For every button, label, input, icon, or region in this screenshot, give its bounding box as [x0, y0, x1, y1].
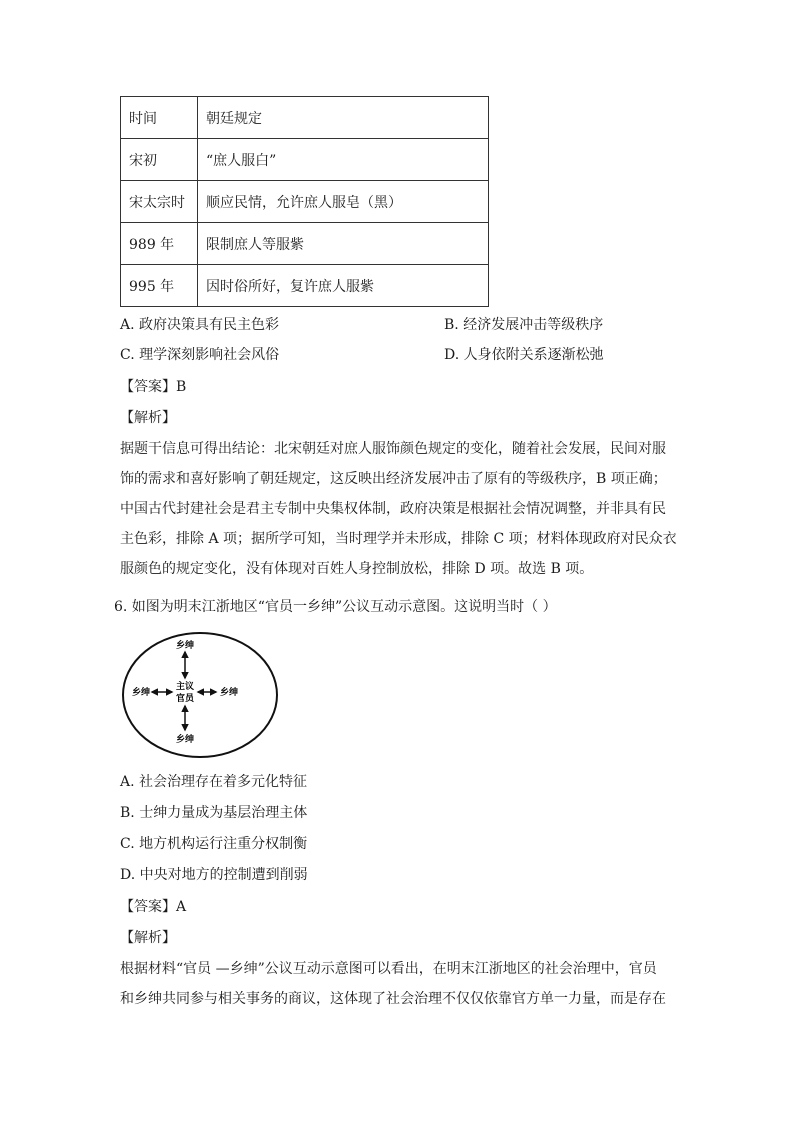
q5-option-c: C. 理学深刻影响社会风俗 — [120, 347, 280, 363]
q6-stem: 6. 如图为明末江浙地区“官员一乡绅”公议互动示意图。这说明当时（ ） — [114, 599, 557, 615]
table-row — [121, 265, 489, 307]
table-cell: 因时俗所好，复许庶人服紫 — [198, 265, 489, 307]
q6-option-a: A. 社会治理存在着多元化特征 — [120, 774, 308, 790]
table-row — [121, 181, 489, 223]
q5-analysis-label: 【解析】 — [120, 410, 176, 426]
analysis-line: 主色彩，排除 A 项；据所学可知，当时理学并未形成，排除 C 项；材料体现政府对民众衣 — [120, 531, 677, 547]
q5-answer: 【答案】B — [120, 379, 187, 395]
label-right: 乡绅 — [220, 688, 239, 698]
q6-option-b: B. 士绅力量成为基层治理主体 — [120, 805, 308, 821]
analysis-line: 根据材料“官员 —乡绅”公议互动示意图可以看出，在明末江浙地区的社会治理中，官员 — [120, 961, 657, 977]
table-row — [121, 139, 489, 181]
analysis-line: 和乡绅共同参与相关事务的商议，这体现了社会治理不仅仅依靠官方单一力量，而是存在 — [120, 991, 666, 1007]
q6-answer: 【答案】A — [120, 899, 187, 915]
q5-option-a: A. 政府决策具有民主色彩 — [120, 317, 280, 333]
q6-option-d: D. 中央对地方的控制遭到削弱 — [120, 867, 308, 883]
table-cell: 限制庶人等服紫 — [198, 223, 489, 265]
table-cell: 宋太宗时 — [121, 181, 198, 223]
analysis-line: 饰的需求和喜好影响了朝廷规定，这反映出经济发展冲击了原有的等级秩序，B 项正确； — [120, 471, 667, 487]
q5-analysis — [120, 440, 680, 590]
table-cell: 宋初 — [121, 139, 198, 181]
label-top: 乡绅 — [176, 641, 195, 651]
table-header-cell: 朝廷规定 — [198, 97, 489, 139]
table-cell: 989 年 — [121, 223, 198, 265]
q6-analysis-label: 【解析】 — [120, 930, 176, 946]
diagram-svg — [120, 630, 280, 760]
label-bottom: 乡绅 — [176, 735, 195, 745]
analysis-line: 据题干信息可得出结论：北宋朝廷对庶人服饰颜色规定的变化，随着社会发展，民间对服 — [120, 441, 666, 457]
q5-option-d: D. 人身依附关系逐渐松弛 — [444, 347, 604, 363]
table-cell: 995 年 — [121, 265, 198, 307]
label-center-top: 主议 — [176, 682, 195, 692]
table-header-row — [121, 97, 489, 139]
regulation-table — [120, 96, 489, 307]
label-center-bottom: 官员 — [176, 694, 195, 704]
q6-analysis — [120, 960, 680, 1020]
analysis-line: 服颜色的规定变化，没有体现对百姓人身控制放松，排除 D 项。故选 B 项。 — [120, 561, 594, 577]
q5-option-b: B. 经济发展冲击等级秩序 — [444, 317, 604, 333]
governance-diagram — [120, 630, 280, 760]
label-left: 乡绅 — [132, 688, 151, 698]
q6-option-c: C. 地方机构运行注重分权制衡 — [120, 836, 308, 852]
analysis-line: 中国古代封建社会是君主专制中央集权体制，政府决策是根据社会情况调整，并非具有民 — [120, 501, 666, 517]
table-row — [121, 223, 489, 265]
table-header-cell: 时间 — [121, 97, 198, 139]
table-cell: “庶人服白” — [198, 139, 489, 181]
table-cell: 顺应民情，允许庶人服皂（黑） — [198, 181, 489, 223]
